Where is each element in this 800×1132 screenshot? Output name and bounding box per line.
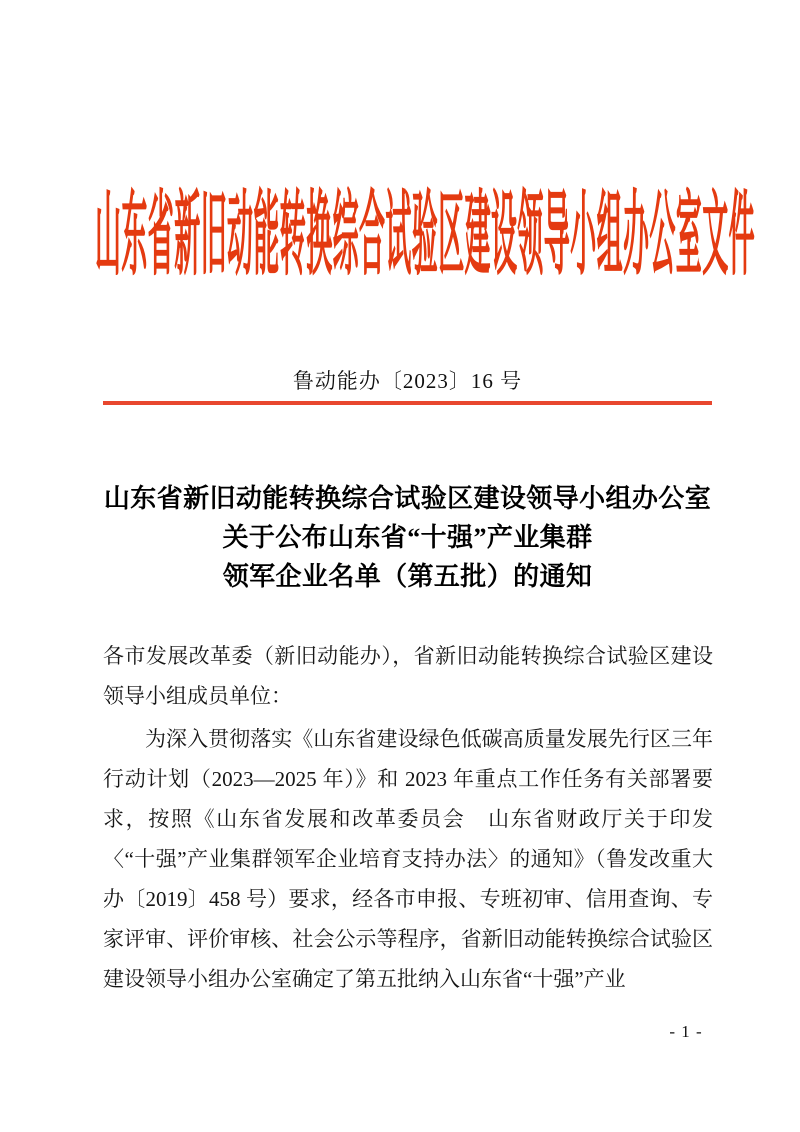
title-line-1: 山东省新旧动能转换综合试验区建设领导小组办公室 [103, 484, 712, 513]
document-body [103, 636, 713, 999]
title-line-3: 领军企业名单（第五批）的通知 [222, 562, 593, 591]
main-paragraph: 为深入贯彻落实《山东省建设绿色低碳高质量发展先行区三年行动计划（2023—2025 年）》和 2023 年重点工作任务有关部署要求，按照《山东省发展和改革委员会 山东省财政厅关于印发〈“十强”产业集群领军企业培育支持办法〉的通知》（鲁发改重大办〔2019〕458 号）要求，经各市申报、专班初审、信用查询、专家评审、评价审核、社会公示等程序，省新旧动能转换综合试验区建设领导小组办公室确定了第五批纳入山东省“十强”产业 [103, 727, 713, 991]
recipient-paragraph: 各市发展改革委（新旧动能办），省新旧动能转换综合试验区建设领导小组成员单位： [103, 644, 713, 708]
red-header-text: 山东省新旧动能转换综合试验区建设领导小组办公室文件 [95, 184, 756, 288]
red-header-banner [95, 184, 756, 288]
page-number: - 1 - [669, 1022, 703, 1041]
document-title [103, 479, 712, 596]
red-divider-line [103, 401, 712, 405]
document-number: 鲁动能办〔2023〕16 号 [292, 369, 523, 393]
title-line-2: 关于公布山东省“十强”产业集群 [222, 523, 593, 552]
